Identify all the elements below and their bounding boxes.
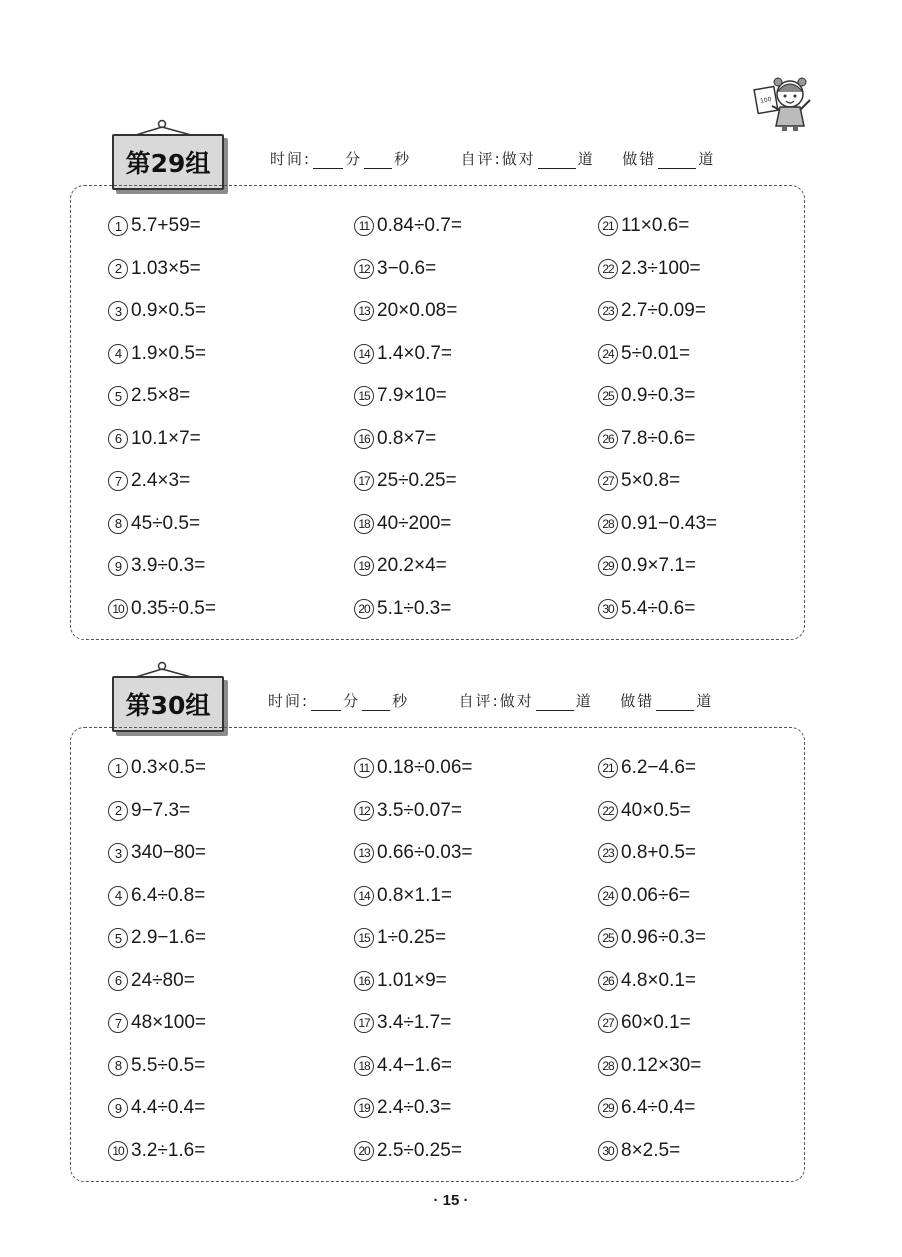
problem-expression: 11×0.6= — [621, 215, 690, 236]
problem-item — [354, 1097, 451, 1119]
circled-number-icon: 11 — [354, 216, 374, 236]
wrong-label: 做错 — [620, 692, 655, 710]
circled-number-icon: 16 — [354, 429, 374, 449]
circled-number-icon: 29 — [598, 556, 618, 576]
problem-item — [354, 215, 462, 237]
circled-number-icon: 10 — [108, 599, 128, 619]
problem-item — [108, 885, 205, 907]
minute-label: 分 — [345, 150, 363, 168]
unit-label: 道 — [577, 150, 595, 168]
problem-item — [598, 970, 696, 992]
circled-number-icon: 21 — [598, 758, 618, 778]
problem-expression: 25÷0.25= — [377, 470, 457, 491]
problem-item — [354, 1140, 462, 1162]
problem-item — [108, 800, 190, 822]
circled-number-icon: 13 — [354, 301, 374, 321]
circled-number-icon: 28 — [598, 1056, 618, 1076]
problem-expression: 0.66÷0.03= — [377, 842, 473, 863]
second-label: 秒 — [392, 692, 410, 710]
circled-number-icon: 4 — [108, 886, 128, 906]
circled-number-icon: 9 — [108, 556, 128, 576]
circled-number-icon: 9 — [108, 1098, 128, 1118]
problem-item — [108, 385, 190, 407]
problem-item — [354, 757, 472, 779]
circled-number-icon: 6 — [108, 971, 128, 991]
problem-item — [354, 885, 452, 907]
circled-number-icon: 17 — [354, 1013, 374, 1033]
circled-number-icon: 14 — [354, 886, 374, 906]
circled-number-icon: 24 — [598, 886, 618, 906]
problem-expression: 0.8×7= — [377, 427, 437, 449]
problem-item — [108, 1012, 206, 1034]
svg-text:100: 100 — [759, 96, 773, 105]
group-title: 第29组 — [112, 134, 224, 190]
problem-item — [108, 555, 205, 577]
problem-expression: 5×0.8= — [621, 470, 681, 491]
problem-expression: 2.4×3= — [131, 470, 191, 491]
problem-expression: 4.4÷0.4= — [131, 1097, 206, 1118]
circled-number-icon: 1 — [108, 758, 128, 778]
minutes-blank[interactable] — [313, 154, 343, 169]
minutes-blank[interactable] — [311, 696, 341, 711]
problem-item — [354, 428, 436, 450]
problem-expression: 40÷200= — [377, 512, 452, 534]
unit-label: 道 — [698, 150, 716, 168]
problem-item — [598, 555, 696, 577]
problem-expression: 340−80= — [131, 842, 207, 863]
circled-number-icon: 20 — [354, 1141, 374, 1161]
problem-item — [108, 258, 201, 280]
time-label: 时间: — [268, 692, 310, 710]
problem-expression: 5.1÷0.3= — [377, 597, 452, 619]
problem-expression: 1.4×0.7= — [377, 342, 453, 364]
problem-item — [108, 215, 201, 237]
problem-item — [354, 470, 457, 492]
problem-item — [354, 842, 472, 864]
problem-expression: 45÷0.5= — [131, 512, 201, 534]
problem-expression: 5.4÷0.6= — [621, 597, 696, 619]
circled-number-icon: 8 — [108, 1056, 128, 1076]
circled-number-icon: 22 — [598, 259, 618, 279]
circled-number-icon: 19 — [354, 1098, 374, 1118]
circled-number-icon: 29 — [598, 1098, 618, 1118]
circled-number-icon: 8 — [108, 514, 128, 534]
circled-number-icon: 7 — [108, 471, 128, 491]
problem-expression: 24÷80= — [131, 969, 195, 991]
problem-item — [108, 970, 195, 992]
problem-expression: 10.1×7= — [131, 427, 201, 449]
problem-item — [598, 470, 680, 492]
problem-item — [354, 927, 446, 949]
problem-expression: 0.18÷0.06= — [377, 757, 473, 778]
problem-expression: 0.9×7.1= — [621, 555, 697, 576]
problem-item — [598, 598, 695, 620]
unit-label: 道 — [696, 692, 714, 710]
problem-expression: 2.9−1.6= — [131, 927, 207, 948]
circled-number-icon: 14 — [354, 344, 374, 364]
problem-item — [108, 1055, 205, 1077]
problem-item — [598, 757, 696, 779]
circled-number-icon: 15 — [354, 928, 374, 948]
problem-expression: 0.35÷0.5= — [131, 597, 216, 619]
problem-item — [598, 927, 706, 949]
page-number: · 15 · — [433, 1192, 469, 1209]
circled-number-icon: 24 — [598, 344, 618, 364]
circled-number-icon: 25 — [598, 928, 618, 948]
problem-item — [598, 428, 695, 450]
circled-number-icon: 15 — [354, 386, 374, 406]
problem-expression: 3.5÷0.07= — [377, 799, 462, 821]
circled-number-icon: 20 — [354, 599, 374, 619]
wrong-blank[interactable] — [658, 154, 696, 169]
wrong-blank[interactable] — [656, 696, 694, 711]
problem-expression: 3.2÷1.6= — [131, 1139, 206, 1161]
problem-expression: 4.8×0.1= — [621, 969, 697, 991]
problem-item — [354, 258, 436, 280]
problem-expression: 0.3×0.5= — [131, 757, 207, 778]
problem-item — [354, 1012, 451, 1034]
circled-number-icon: 17 — [354, 471, 374, 491]
problem-item — [108, 842, 206, 864]
circled-number-icon: 5 — [108, 386, 128, 406]
problem-item — [598, 215, 689, 237]
problem-item — [354, 385, 447, 407]
problem-expression: 40×0.5= — [621, 799, 691, 821]
problem-expression: 20.2×4= — [377, 555, 447, 576]
circled-number-icon: 26 — [598, 971, 618, 991]
seconds-blank[interactable] — [362, 696, 390, 711]
problem-expression: 4.4−1.6= — [377, 1054, 453, 1076]
problem-expression: 3−0.6= — [377, 257, 437, 279]
problem-expression: 2.5÷0.25= — [377, 1139, 462, 1161]
problem-item — [598, 1097, 695, 1119]
circled-number-icon: 4 — [108, 344, 128, 364]
problem-expression: 2.4÷0.3= — [377, 1097, 452, 1118]
problem-item — [108, 1097, 205, 1119]
circled-number-icon: 16 — [354, 971, 374, 991]
problem-expression: 0.8×1.1= — [377, 884, 453, 906]
problem-expression: 7.8÷0.6= — [621, 427, 696, 449]
correct-label: 自评:做对 — [458, 692, 534, 710]
minute-label: 分 — [343, 692, 361, 710]
circled-number-icon: 21 — [598, 216, 618, 236]
problem-item — [354, 300, 457, 322]
circled-number-icon: 27 — [598, 1013, 618, 1033]
problem-item — [598, 1055, 701, 1077]
problem-item — [598, 300, 706, 322]
problem-expression: 0.96÷0.3= — [621, 927, 706, 948]
group-title: 第30组 — [112, 676, 224, 732]
problem-expression: 2.7÷0.09= — [621, 300, 706, 321]
problem-item — [598, 885, 690, 907]
circled-number-icon: 18 — [354, 1056, 374, 1076]
circled-number-icon: 3 — [108, 301, 128, 321]
circled-number-icon: 6 — [108, 429, 128, 449]
circled-number-icon: 19 — [354, 556, 374, 576]
problem-expression: 7.9×10= — [377, 385, 447, 406]
circled-number-icon: 5 — [108, 928, 128, 948]
problem-item — [108, 470, 190, 492]
problem-expression: 1÷0.25= — [377, 927, 447, 948]
problem-expression: 1.9×0.5= — [131, 342, 207, 364]
problem-item — [354, 970, 447, 992]
circled-number-icon: 30 — [598, 599, 618, 619]
circled-number-icon: 13 — [354, 843, 374, 863]
problem-item — [354, 800, 462, 822]
problem-item — [598, 258, 701, 280]
circled-number-icon: 12 — [354, 801, 374, 821]
problem-expression: 2.3÷100= — [621, 257, 701, 279]
score-line — [270, 148, 715, 169]
problem-item — [108, 927, 206, 949]
circled-number-icon: 1 — [108, 216, 128, 236]
problem-item — [598, 1012, 691, 1034]
problem-expression: 48×100= — [131, 1012, 207, 1033]
correct-blank[interactable] — [538, 154, 576, 169]
problem-expression: 0.91−0.43= — [621, 512, 718, 534]
circled-number-icon: 28 — [598, 514, 618, 534]
problem-expression: 5.7+59= — [131, 215, 201, 236]
circled-number-icon: 7 — [108, 1013, 128, 1033]
unit-label: 道 — [575, 692, 593, 710]
problem-item — [108, 598, 216, 620]
problem-expression: 5÷0.01= — [621, 342, 691, 364]
circled-number-icon: 30 — [598, 1141, 618, 1161]
score-line — [268, 690, 713, 711]
problem-expression: 0.9×0.5= — [131, 300, 207, 321]
problem-item — [598, 513, 717, 535]
problem-expression: 9−7.3= — [131, 799, 191, 821]
circled-number-icon: 10 — [108, 1141, 128, 1161]
circled-number-icon: 2 — [108, 259, 128, 279]
problem-item — [598, 343, 690, 365]
problem-item — [598, 800, 691, 822]
girl-holding-score-icon — [752, 70, 818, 132]
problem-item — [354, 343, 452, 365]
correct-blank[interactable] — [536, 696, 574, 711]
problem-item — [108, 1140, 205, 1162]
problem-item — [354, 513, 451, 535]
problem-expression: 0.84÷0.7= — [377, 215, 462, 236]
circled-number-icon: 23 — [598, 301, 618, 321]
problem-expression: 3.9÷0.3= — [131, 555, 206, 576]
time-label: 时间: — [270, 150, 312, 168]
problem-expression: 0.9÷0.3= — [621, 385, 696, 406]
problem-expression: 6.4÷0.4= — [621, 1097, 696, 1118]
problem-item — [354, 555, 447, 577]
problem-expression: 20×0.08= — [377, 300, 458, 321]
circled-number-icon: 25 — [598, 386, 618, 406]
problem-expression: 0.8+0.5= — [621, 842, 697, 863]
problem-expression: 60×0.1= — [621, 1012, 691, 1033]
problem-expression: 0.12×30= — [621, 1054, 702, 1076]
correct-label: 自评:做对 — [460, 150, 536, 168]
circled-number-icon: 26 — [598, 429, 618, 449]
circled-number-icon: 3 — [108, 843, 128, 863]
problem-expression: 5.5÷0.5= — [131, 1054, 206, 1076]
problem-item — [108, 428, 201, 450]
circled-number-icon: 2 — [108, 801, 128, 821]
problem-item — [598, 842, 696, 864]
wrong-label: 做错 — [622, 150, 657, 168]
problem-item — [108, 757, 206, 779]
problem-expression: 6.4÷0.8= — [131, 884, 206, 906]
second-label: 秒 — [394, 150, 412, 168]
problem-item — [354, 1055, 452, 1077]
problem-expression: 2.5×8= — [131, 385, 191, 406]
problem-expression: 1.01×9= — [377, 969, 447, 991]
circled-number-icon: 22 — [598, 801, 618, 821]
problem-expression: 1.03×5= — [131, 257, 201, 279]
circled-number-icon: 27 — [598, 471, 618, 491]
problem-expression: 3.4÷1.7= — [377, 1012, 452, 1033]
circled-number-icon: 12 — [354, 259, 374, 279]
problem-expression: 8×2.5= — [621, 1139, 681, 1161]
circled-number-icon: 23 — [598, 843, 618, 863]
problem-item — [108, 513, 200, 535]
circled-number-icon: 11 — [354, 758, 374, 778]
problem-expression: 6.2−4.6= — [621, 757, 697, 778]
problem-item — [354, 598, 451, 620]
seconds-blank[interactable] — [364, 154, 392, 169]
problem-expression: 0.06÷6= — [621, 884, 691, 906]
problem-item — [598, 1140, 680, 1162]
problem-item — [108, 300, 206, 322]
circled-number-icon: 18 — [354, 514, 374, 534]
problem-item — [598, 385, 695, 407]
problem-item — [108, 343, 206, 365]
